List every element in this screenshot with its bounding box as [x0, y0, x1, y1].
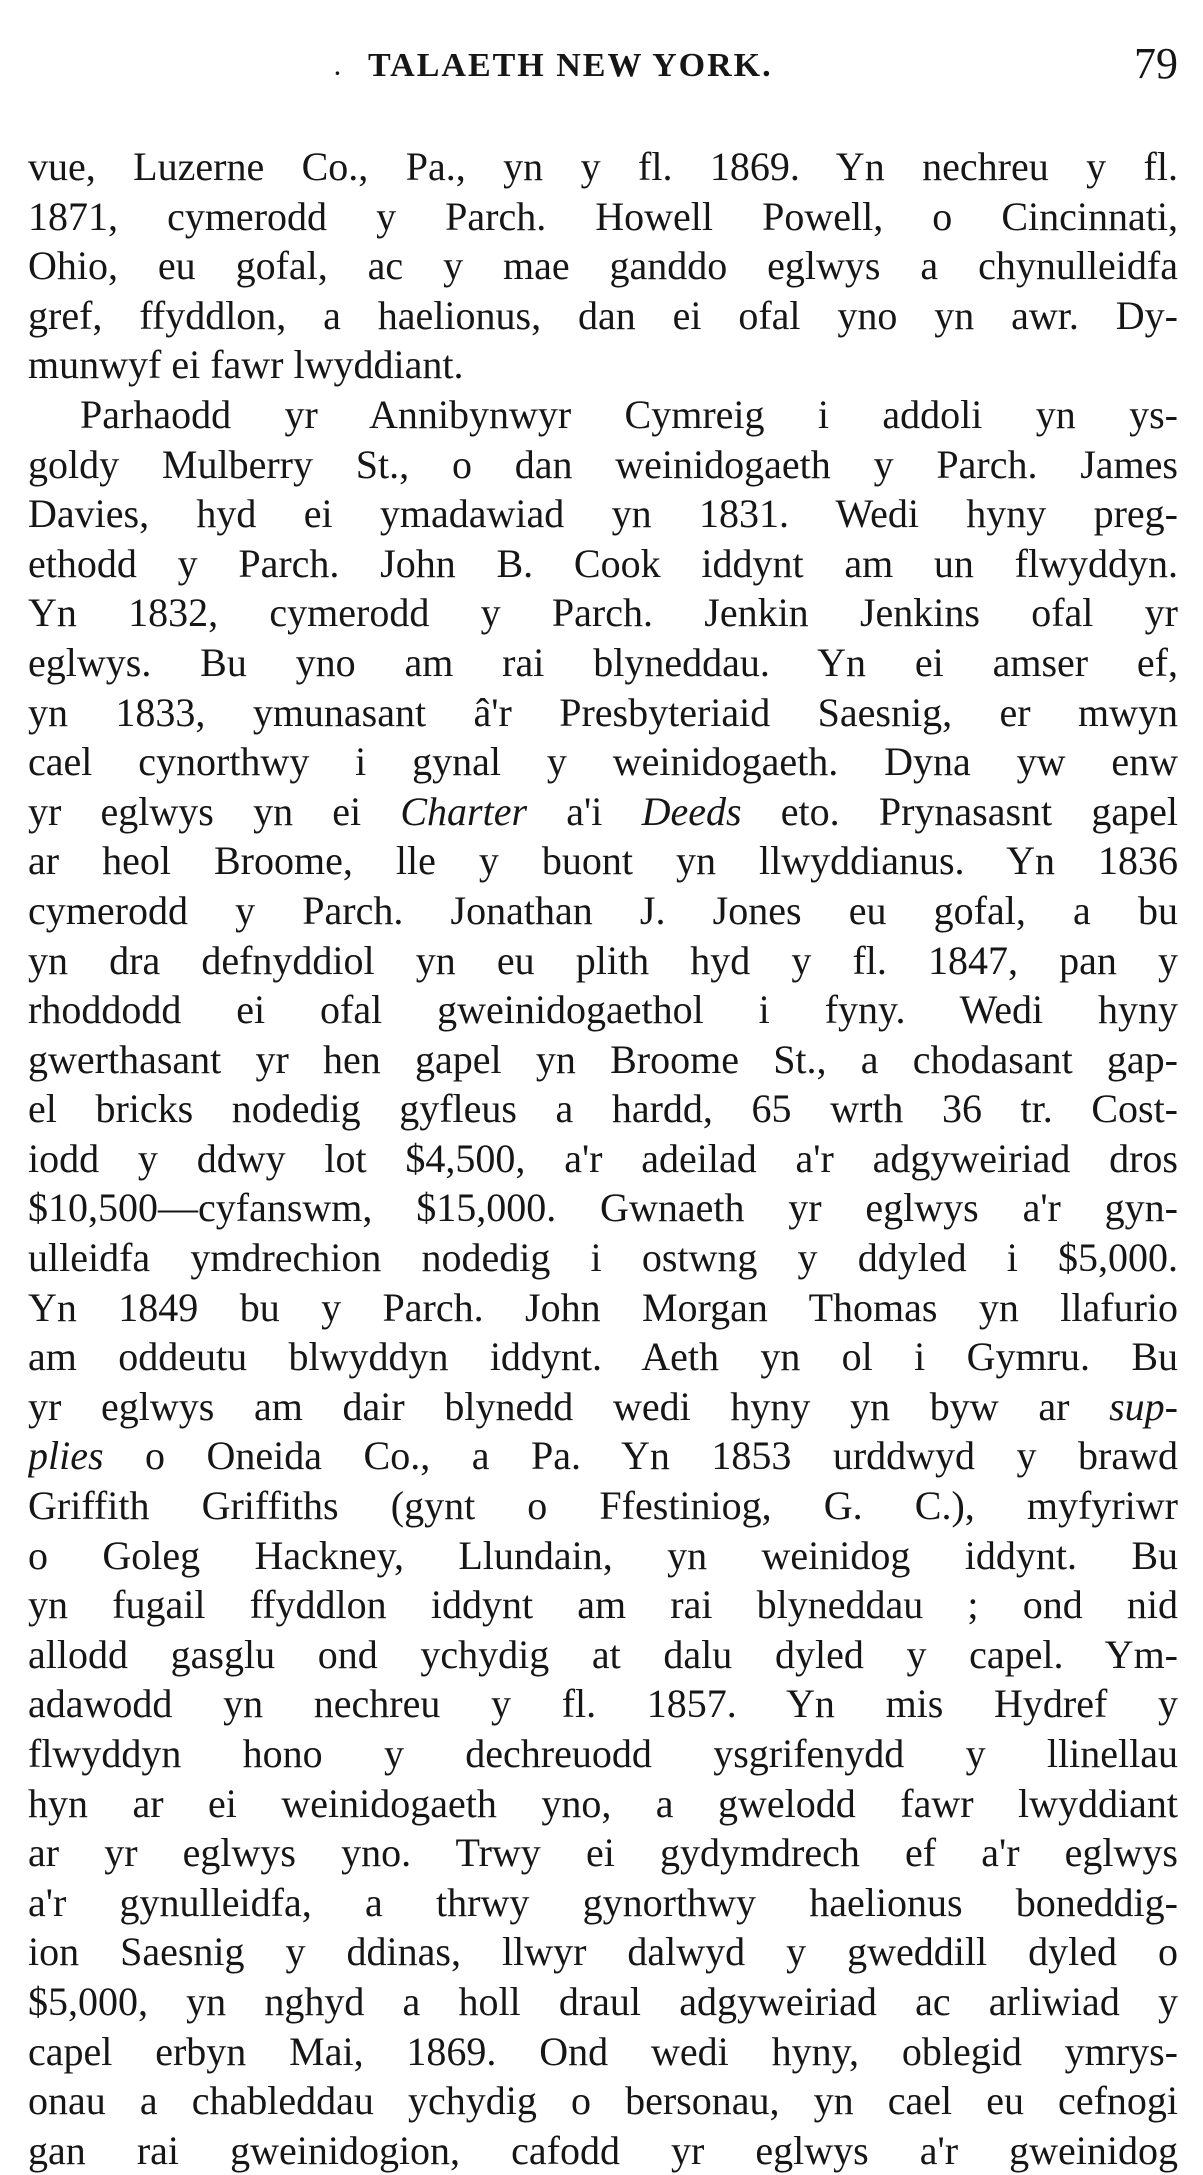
text-line: hyn ar ei weinidogaeth yno, a gwelodd fawr lwyddiant: [28, 1780, 1178, 1826]
page-number: 79: [1134, 39, 1178, 88]
text-line: gan rai gweinidogion, cafodd yr eglwys a'r gweinidog: [28, 2127, 1178, 2173]
text-line: ar yr eglwys yno. Trwy ei gydymdrech ef a'r eglwys: [28, 1830, 1178, 1876]
text-line: vue, Luzerne Co., Pa., yn y fl. 1869. Yn nechreu y fl.: [28, 144, 1178, 189]
text-line: cael cynorthwy i gynal y weinidogaeth. Dyna yw enw: [28, 739, 1178, 785]
text-line: $10,500—cyfanswm, $15,000. Gwnaeth yr eglwys a'r gyn-: [28, 1185, 1178, 1231]
text-line: ulleidfa ymdrechion nodedig i ostwng y ddyled i $5,000.: [28, 1235, 1178, 1281]
text-line: yn dra defnyddiol yn eu plith hyd y fl. 1847, pan y: [28, 937, 1178, 983]
text-line: o Goleg Hackney, Llundain, yn weinidog iddynt. Bu: [28, 1532, 1178, 1578]
text-line: rhoddodd ei ofal gweinidogaethol i fyny. Wedi hyny: [28, 987, 1178, 1033]
head-ornament: ·: [333, 57, 342, 90]
text-line: Yn 1832, cymerodd y Parch. Jenkin Jenkins ofal yr: [28, 590, 1178, 636]
text-line: yn 1833, ymunasant â'r Presbyteriaid Saesnig, er mwyn: [28, 689, 1178, 735]
text-line: eglwys. Bu yno am rai blyneddau. Yn ei amser ef,: [28, 639, 1178, 685]
italic-term: Deeds: [641, 788, 742, 834]
text-line: yn fugail ffyddlon iddynt am rai blyneddau ; ond nid: [28, 1582, 1178, 1628]
text-line: a'r gynulleidfa, a thrwy gynorthwy haelionus boneddig-: [28, 1879, 1178, 1925]
text-line: munwyf ei fawr lwyddiant.: [28, 342, 464, 388]
text-line: plies o Oneida Co., a Pa. Yn 1853 urddwyd y brawd: [28, 1433, 1178, 1479]
text-line: Parhaodd yr Annibynwyr Cymreig i addoli yn ys-: [80, 391, 1178, 437]
italic-term: sup-: [1109, 1383, 1178, 1429]
text-line: Yn 1849 bu y Parch. John Morgan Thomas yn llafurio: [28, 1284, 1178, 1330]
text-line: cymerodd y Parch. Jonathan J. Jones eu gofal, a bu: [28, 887, 1178, 933]
italic-term: plies: [28, 1433, 104, 1479]
text-line: flwyddyn hono y dechreuodd ysgrifenydd y llinellau: [28, 1731, 1178, 1776]
text-line: adawodd yn nechreu y fl. 1857. Yn mis Hydref y: [28, 1681, 1178, 1727]
text-line: $5,000, yn nghyd a holl draul adgyweiriad ac arliwiad y: [28, 1978, 1178, 2024]
text-line: ethodd y Parch. John B. Cook iddynt am un flwyddyn.: [28, 540, 1178, 586]
text-line: allodd gasglu ond ychydig at dalu dyled y capel. Ym-: [28, 1631, 1178, 1677]
text-line: capel erbyn Mai, 1869. Ond wedi hyny, oblegid ymrys-: [28, 2028, 1178, 2074]
text-line: Davies, hyd ei ymadawiad yn 1831. Wedi hyny preg-: [28, 491, 1178, 537]
text-line: gref, ffyddlon, a haelionus, dan ei ofal yno yn awr. Dy-: [28, 292, 1178, 338]
text-line: am oddeutu blwyddyn iddynt. Aeth yn ol i Gymru. Bu: [28, 1334, 1178, 1380]
text-line: ion Saesnig y ddinas, llwyr dalwyd y gweddill dyled o: [28, 1929, 1178, 1975]
text-line: el bricks nodedig gyfleus a hardd, 65 wrth 36 tr. Cost-: [28, 1086, 1178, 1132]
text-line: yr eglwys am dair blynedd wedi hyny yn byw ar sup-: [28, 1383, 1178, 1429]
body-text: [28, 142, 1178, 2175]
italic-term: Charter: [400, 788, 528, 834]
running-head: [28, 38, 1178, 94]
text-line: iodd y ddwy lot $4,500, a'r adeilad a'r adgyweiriad dros: [28, 1135, 1178, 1181]
text-line: onau a chableddau ychydig o bersonau, yn cael eu cefnogi: [28, 2078, 1178, 2124]
text-line: 1871, cymerodd y Parch. Howell Powell, o Cincinnati,: [28, 193, 1178, 239]
text-line: yr eglwys yn ei Charter a'i Deeds eto. Prynasasnt gapel: [28, 788, 1178, 834]
running-title: TALAETH NEW YORK.: [368, 47, 773, 84]
text-line: Griffith Griffiths (gynt o Ffestiniog, G. C.), myfyriwr: [28, 1483, 1178, 1529]
text-line: gwerthasant yr hen gapel yn Broome St., a chodasant gap-: [28, 1036, 1178, 1082]
text-line: Ohio, eu gofal, ac y mae ganddo eglwys a chynulleidfa: [28, 243, 1178, 289]
text-line: ar heol Broome, lle y buont yn llwyddianus. Yn 1836: [28, 838, 1178, 884]
text-line: goldy Mulberry St., o dan weinidogaeth y Parch. James: [28, 441, 1178, 487]
